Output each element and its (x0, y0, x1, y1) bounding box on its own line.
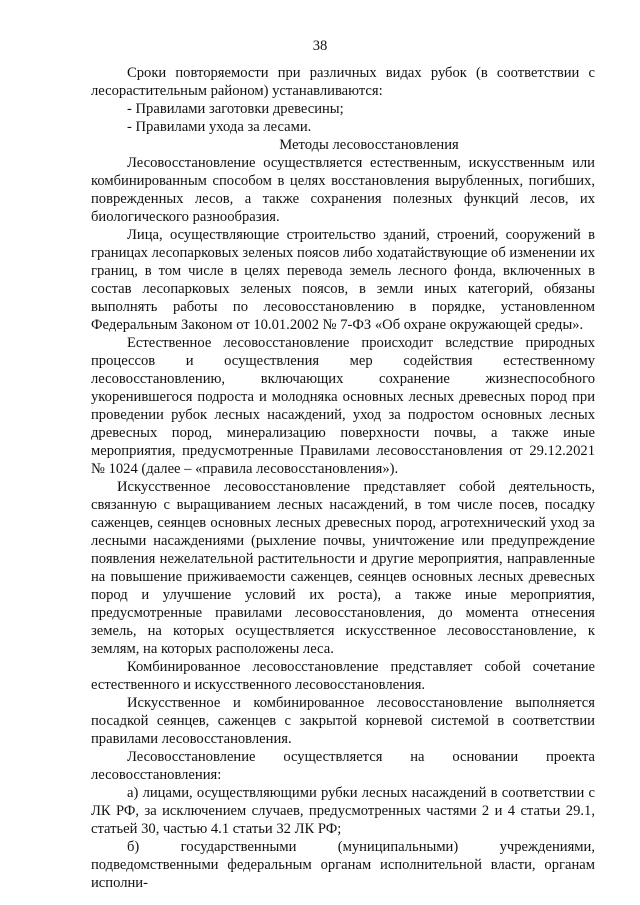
paragraph-combined-reforestation: Комбинированное лесовосстановление представляет собой сочетание естественного и искусственного лесовосстановления. (91, 659, 595, 693)
section-heading: Методы лесовосстановления (279, 137, 459, 153)
paragraph-natural-reforestation: Естественное лесовосстановление происходит вследствие природных процессов и осуществления мер содействия естественному лесовосстановлению, включающих сохранение жизнеспособного укоренившегося подроста и молодняка основных лесных древесных пород при проведении рубок лесных насаждений, уход за подростом основных лесных древесных пород, минерализацию поверхности почвы, а также иные мероприятия, предусмотренные Правилами лесовосстановления от 29.12.2021 № 1024 (далее – «правила лесовосстановления»). (91, 335, 595, 477)
paragraph-reforestation-methods: Лесовосстановление осуществляется естественным, искусственным или комбинированным способом в целях восстановления вырубленных, погибших, поврежденных лесов, а также сохранения полезных функций лесов, их биологического разнообразия. (91, 155, 595, 225)
paragraph-planting-method: Искусственное и комбинированное лесовосстановление выполняется посадкой сеянцев, саженцев с закрытой корневой системой в соответствии правилами лесовосстановления. (91, 695, 595, 747)
list-item-a: а) лицами, осуществляющими рубки лесных насаждений в соответствии с ЛК РФ, за исключением случаев, предусмотренных частями 2 и 4 статьи 29.1, статьей 30, частью 4.1 статьи 32 ЛК РФ; (91, 785, 595, 837)
paragraph-cutting-periods: Сроки повторяемости при различных видах рубок (в соответствии с лесорастительным районом) устанавливаются: (91, 65, 595, 99)
paragraph-artificial-reforestation: Искусственное лесовосстановление представляет собой деятельность, связанную с выращиванием лесных насаждений, в том числе посев, посадку саженцев, сеянцев основных лесных древесных пород, агротехнический уход за лесными насаждениями (рыхление почвы, уничтожение или предупреждение появления нежелательной растительности и другие мероприятия, направленные на повышение приживаемости саженцев, сеянцев основных лесных древесных пород и улучшение условий их роста), а также иные мероприятия, предусмотренные правилами лесовосстановления, до момента отнесения земель, на которых осуществляется искусственное лесовосстановление, к землям, на которых расположены леса. (91, 479, 595, 657)
list-item-harvest-rules: - Правилами заготовки древесины; (127, 101, 344, 117)
document-body (91, 64, 595, 892)
list-item-b: б) государственными (муниципальными) учреждениями, подведомственными федеральным органам исполнительной власти, органам исполни- (91, 839, 595, 891)
page-number: 38 (312, 38, 328, 54)
list-item-care-rules: - Правилами ухода за лесами. (127, 119, 312, 135)
paragraph-green-belt-obligations: Лица, осуществляющие строительство зданий, строений, сооружений в границах лесопарковых зеленых поясов либо ходатайствующие об изменении их границ, в том числе в целях перевода земель лесного фонда, включенных в состав лесопарковых зеленых поясов, в земли иных категорий, обязаны выполнять работы по лесовосстановлению в порядке, установленном Федеральным Законом от 10.01.2002 № 7-ФЗ «Об охране окружающей среды». (91, 227, 595, 333)
paragraph-project-basis: Лесовосстановление осуществляется на основании проекта лесовосстановления: (91, 749, 595, 783)
